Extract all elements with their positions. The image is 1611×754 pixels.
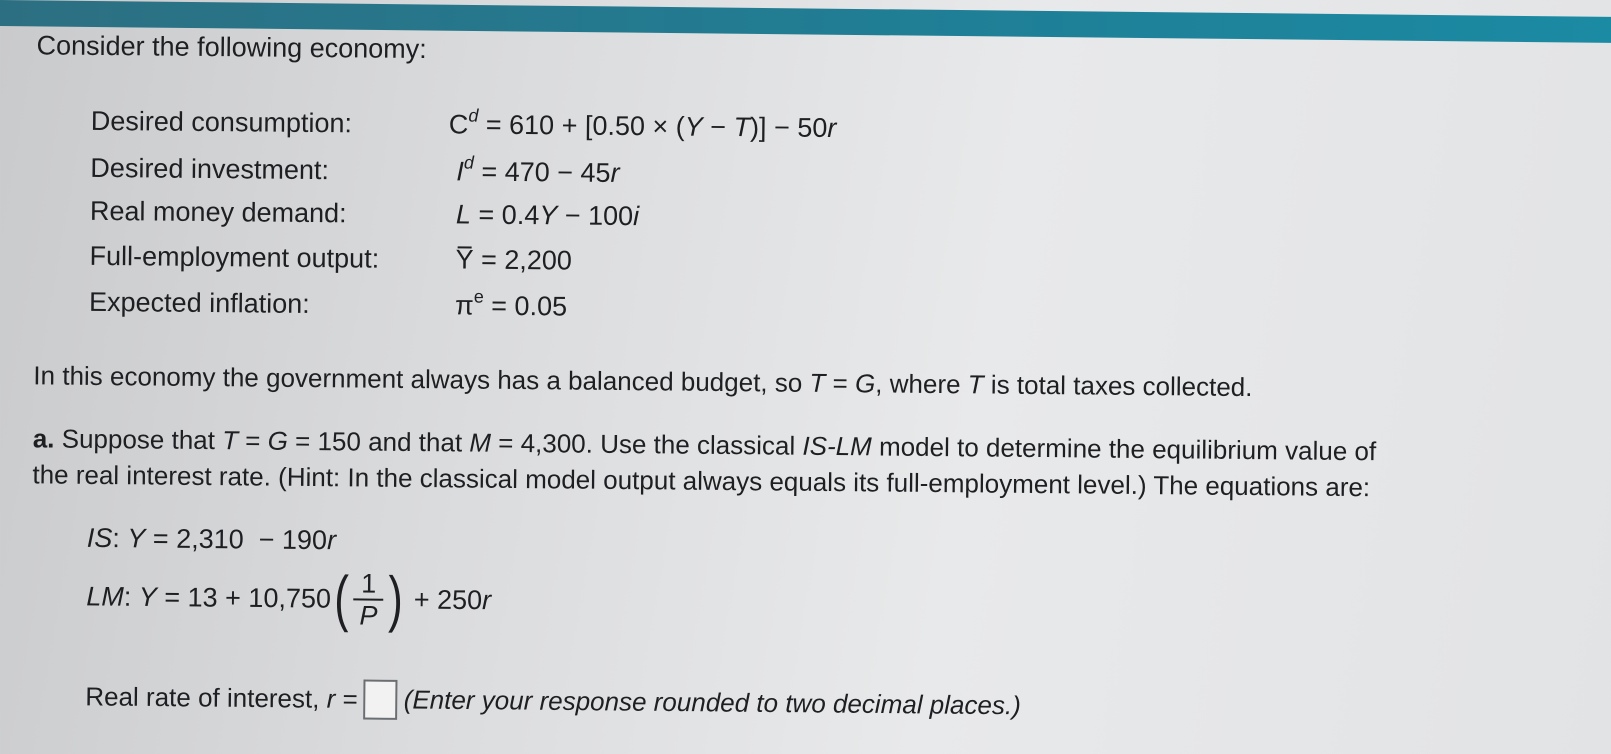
label-desired-investment: Desired investment: [90,152,330,186]
equation-investment: $I^d = 470 - 45r$ [456,152,620,188]
part-a-line-2: the real interest rate. (Hint: In the classical model output always equals its full-employment level.) The equations are: [32,459,1371,503]
answer-line: Real rate of interest, r = (Enter your response rounded to two decimal places.) [85,681,1021,721]
equation-money-demand: L = 0.4Y − 100i [455,199,640,232]
equation-expected-inflation: $\pi^e = 0.05$ [454,286,568,322]
label-real-money-demand: Real money demand: [89,195,347,229]
is-equation: IS: Y = 2,310 − 190r [86,522,337,556]
part-a-line-1: a. Suppose that T = G = 150 and that M = 4,300. Use the classical IS-LM model to determine the equilibrium value of [32,423,1377,467]
answer-hint: (Enter your response rounded to two decimal places.) [403,684,1021,721]
label-expected-inflation: Expected inflation: [88,286,310,319]
label-full-employment-output: Full-employment output: [89,240,380,274]
equation-full-employment: Y = 2,200 [455,244,573,276]
answer-input-box[interactable] [364,680,398,720]
part-a-letter: a. [32,423,55,454]
one-over-p-fraction: $\frac{1}{P}$ [353,568,384,630]
label-desired-consumption: Desired consumption: [90,105,353,139]
lm-equation: LM: Y = 13 + 10,750( $\frac{1}{P}$ ) + 250r [86,564,492,634]
balanced-budget-text: In this economy the government always has a balanced budget, so T = G, where T is total taxes collected. [33,360,1253,403]
intro-text: Consider the following economy: [36,30,427,65]
equation-consumption: $C^d = 610 + [0.50 \times (Y - T)] - 50r$ [448,105,837,144]
